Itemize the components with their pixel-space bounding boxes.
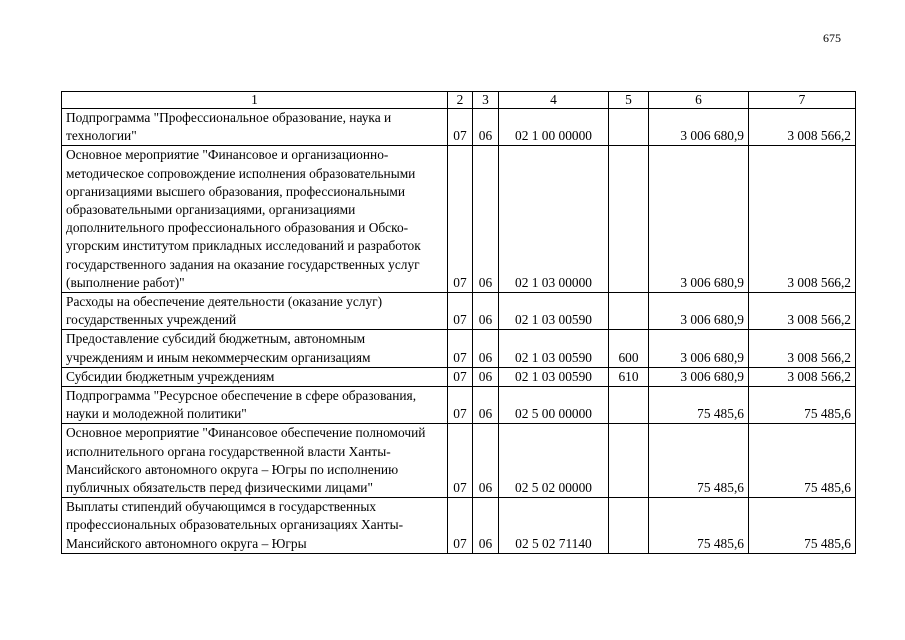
row-amount-1: 3 006 680,9 <box>649 367 749 386</box>
table-row <box>62 109 856 146</box>
header-col-3: 3 <box>473 92 499 109</box>
row-amount-2: 3 008 566,2 <box>749 367 856 386</box>
row-subsection: 06 <box>473 424 499 498</box>
header-row <box>62 92 856 109</box>
table-row <box>62 367 856 386</box>
row-section: 07 <box>448 109 473 146</box>
row-subsection: 06 <box>473 367 499 386</box>
table-row <box>62 330 856 367</box>
row-amount-1: 3 006 680,9 <box>649 330 749 367</box>
page-number: 675 <box>823 31 841 45</box>
row-subsection: 06 <box>473 387 499 424</box>
header-col-1: 1 <box>62 92 448 109</box>
row-name: Основное мероприятие "Финансовое и организационно-методическое сопровождение исполнения образовательными организациями высшего образования, профессиональными образовательными организациями, организациями дополнительного профессионального образования и Обско-угорским институтом прикладных исследований и разработок государственного задания на оказание государственных услуг (выполнение работ)" <box>62 146 448 293</box>
row-target-code: 02 5 02 71140 <box>499 498 609 554</box>
row-amount-1: 75 485,6 <box>649 387 749 424</box>
row-target-code: 02 1 03 00590 <box>499 330 609 367</box>
row-target-code: 02 1 03 00590 <box>499 293 609 330</box>
row-amount-2: 75 485,6 <box>749 387 856 424</box>
row-amount-1: 3 006 680,9 <box>649 293 749 330</box>
row-section: 07 <box>448 387 473 424</box>
row-target-code: 02 5 00 00000 <box>499 387 609 424</box>
row-name: Подпрограмма "Ресурсное обеспечение в сфере образования, науки и молодежной политики" <box>62 387 448 424</box>
table-row <box>62 498 856 554</box>
row-amount-2: 3 008 566,2 <box>749 293 856 330</box>
row-amount-1: 75 485,6 <box>649 424 749 498</box>
header-col-6: 6 <box>649 92 749 109</box>
row-amount-2: 3 008 566,2 <box>749 146 856 293</box>
row-expense-type <box>609 293 649 330</box>
row-target-code: 02 5 02 00000 <box>499 424 609 498</box>
row-section: 07 <box>448 424 473 498</box>
row-amount-2: 75 485,6 <box>749 424 856 498</box>
row-subsection: 06 <box>473 109 499 146</box>
row-section: 07 <box>448 330 473 367</box>
row-name: Основное мероприятие "Финансовое обеспечение полномочий исполнительного органа государственной власти Ханты-Мансийского автономного округа – Югры по исполнению публичных обязательств перед физическими лицами" <box>62 424 448 498</box>
row-name: Выплаты стипендий обучающимся в государственных профессиональных образовательных организациях Ханты-Мансийского автономного округа – Югры <box>62 498 448 554</box>
row-expense-type <box>609 424 649 498</box>
row-section: 07 <box>448 146 473 293</box>
row-name: Субсидии бюджетным учреждениям <box>62 367 448 386</box>
row-amount-1: 3 006 680,9 <box>649 146 749 293</box>
row-subsection: 06 <box>473 146 499 293</box>
row-name: Расходы на обеспечение деятельности (оказание услуг) государственных учреждений <box>62 293 448 330</box>
row-amount-2: 75 485,6 <box>749 498 856 554</box>
row-expense-type: 600 <box>609 330 649 367</box>
row-subsection: 06 <box>473 293 499 330</box>
row-amount-1: 3 006 680,9 <box>649 109 749 146</box>
table-row <box>62 424 856 498</box>
row-target-code: 02 1 03 00000 <box>499 146 609 293</box>
header-col-5: 5 <box>609 92 649 109</box>
table-row <box>62 293 856 330</box>
row-expense-type <box>609 387 649 424</box>
row-amount-2: 3 008 566,2 <box>749 330 856 367</box>
row-section: 07 <box>448 293 473 330</box>
row-section: 07 <box>448 367 473 386</box>
row-name: Подпрограмма "Профессиональное образование, наука и технологии" <box>62 109 448 146</box>
row-section: 07 <box>448 498 473 554</box>
row-expense-type <box>609 146 649 293</box>
header-col-4: 4 <box>499 92 609 109</box>
row-expense-type <box>609 109 649 146</box>
header-col-7: 7 <box>749 92 856 109</box>
row-name: Предоставление субсидий бюджетным, автономным учреждениям и иным некоммерческим организациям <box>62 330 448 367</box>
budget-table <box>61 91 856 554</box>
row-subsection: 06 <box>473 498 499 554</box>
row-expense-type: 610 <box>609 367 649 386</box>
row-target-code: 02 1 00 00000 <box>499 109 609 146</box>
row-amount-2: 3 008 566,2 <box>749 109 856 146</box>
table-row <box>62 146 856 293</box>
row-subsection: 06 <box>473 330 499 367</box>
row-amount-1: 75 485,6 <box>649 498 749 554</box>
table-row <box>62 387 856 424</box>
row-expense-type <box>609 498 649 554</box>
header-col-2: 2 <box>448 92 473 109</box>
row-target-code: 02 1 03 00590 <box>499 367 609 386</box>
